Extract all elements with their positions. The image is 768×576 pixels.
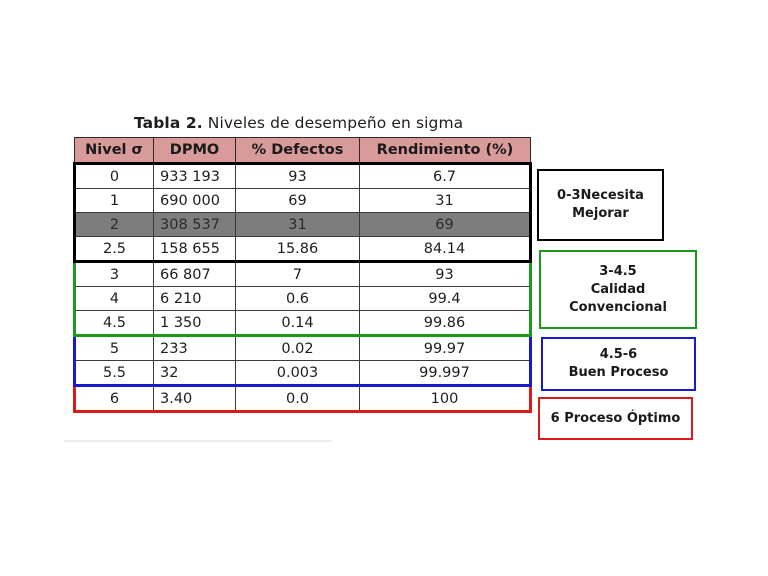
table-header-row [75,138,531,164]
table-row-highlighted [75,213,531,237]
cell-nivel: 5 [75,336,154,361]
cell-nivel: 6 [75,386,154,412]
cell-nivel: 2.5 [75,237,154,262]
cell-defectos: 69 [236,189,360,213]
cell-dpmo: 32 [154,361,236,386]
cell-nivel: 4.5 [75,311,154,336]
cell-defectos: 31 [236,213,360,237]
cell-dpmo: 233 [154,336,236,361]
cell-rendimiento: 99.86 [360,311,531,336]
table-row [75,262,531,287]
cell-dpmo: 308 537 [154,213,236,237]
cell-defectos: 15.86 [236,237,360,262]
table-row [75,311,531,336]
cell-rendimiento: 69 [360,213,531,237]
cell-dpmo: 66 807 [154,262,236,287]
cell-dpmo: 1 350 [154,311,236,336]
cell-rendimiento: 6.7 [360,164,531,189]
cell-nivel: 0 [75,164,154,189]
cell-rendimiento: 93 [360,262,531,287]
cell-defectos: 0.003 [236,361,360,386]
faint-divider [64,440,332,442]
cell-rendimiento: 99.97 [360,336,531,361]
cell-defectos: 0.02 [236,336,360,361]
cell-rendimiento: 84.14 [360,237,531,262]
cell-dpmo: 158 655 [154,237,236,262]
header-defectos: % Defectos [236,138,360,164]
sigma-levels-table [73,137,532,413]
cell-defectos: 93 [236,164,360,189]
caption-label: Tabla 2. [134,114,203,132]
cell-defectos: 0.14 [236,311,360,336]
cell-dpmo: 933 193 [154,164,236,189]
legend-box-proceso-optimo: 6 Proceso Óptimo [538,397,693,440]
table-row [75,237,531,262]
table-row [75,336,531,361]
table-row [75,386,531,412]
cell-dpmo: 690 000 [154,189,236,213]
cell-defectos: 0.6 [236,287,360,311]
cell-nivel: 5.5 [75,361,154,386]
cell-dpmo: 3.40 [154,386,236,412]
cell-dpmo: 6 210 [154,287,236,311]
header-rendimiento: Rendimiento (%) [360,138,531,164]
cell-nivel: 3 [75,262,154,287]
header-dpmo: DPMO [154,138,236,164]
cell-rendimiento: 99.997 [360,361,531,386]
legend-box-calidad-convencional: 3-4.5 Calidad Convencional [539,250,697,329]
table-row [75,287,531,311]
cell-defectos: 7 [236,262,360,287]
table-caption [134,114,463,132]
cell-defectos: 0.0 [236,386,360,412]
table-row [75,164,531,189]
caption-text: Niveles de desempeño en sigma [202,114,464,132]
legend-box-necesita-mejorar: 0-3Necesita Mejorar [537,169,664,241]
cell-rendimiento: 31 [360,189,531,213]
cell-nivel: 1 [75,189,154,213]
legend-box-buen-proceso: 4.5-6 Buen Proceso [541,337,696,391]
table-row [75,361,531,386]
cell-nivel: 4 [75,287,154,311]
table-row [75,189,531,213]
header-nivel: Nivel σ [75,138,154,164]
cell-rendimiento: 100 [360,386,531,412]
cell-nivel: 2 [75,213,154,237]
cell-rendimiento: 99.4 [360,287,531,311]
